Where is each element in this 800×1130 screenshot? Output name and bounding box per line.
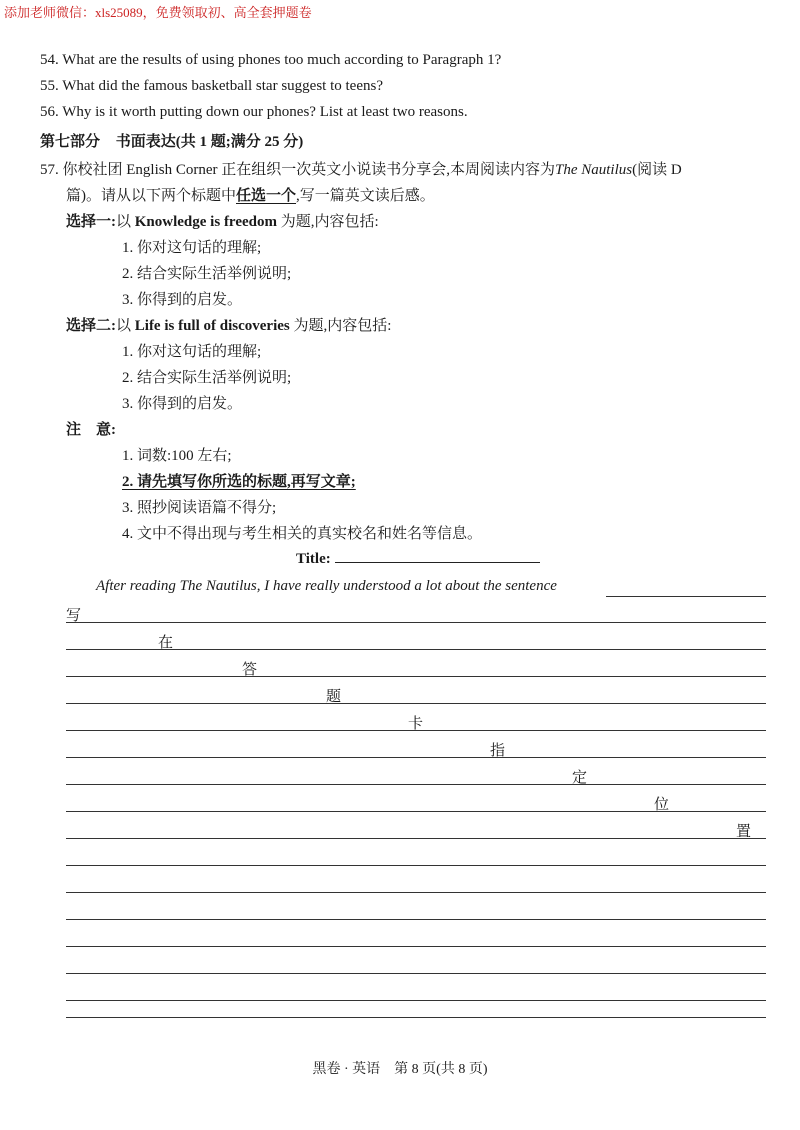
page-footer: 黑卷 · 英语 第 8 页(共 8 页) xyxy=(312,1062,488,1077)
section-label: 第七部分 xyxy=(40,134,101,150)
task-intro: 你校社团 English Corner 正在组织一次英文小说读书分享会,本周阅读内容为 xyxy=(62,162,555,178)
question-number: 56. xyxy=(40,104,59,120)
writing-line xyxy=(66,838,766,839)
question-number: 54. xyxy=(40,52,59,68)
book-title: The Nautilus xyxy=(555,162,633,178)
answer-sheet-mark: 题 xyxy=(326,689,342,705)
question-text: What did the famous basketball star suggest to teens? xyxy=(62,78,383,94)
writing-line xyxy=(66,676,766,677)
option-1-heading xyxy=(66,210,379,231)
writing-line xyxy=(66,1000,766,1001)
option-1-item: 3. 你得到的启发。 xyxy=(122,292,243,308)
option-2-heading xyxy=(66,314,391,335)
option-title: Life is full of discoveries xyxy=(134,318,290,334)
answer-sheet-mark: 指 xyxy=(490,743,506,759)
note-item: 1. 词数:100 左右; xyxy=(122,448,232,464)
option-post: 为题,内容包括: xyxy=(293,318,392,334)
writing-line xyxy=(66,1017,766,1018)
answer-sheet-mark: 位 xyxy=(654,797,670,813)
starter-blank-line xyxy=(606,596,766,597)
title-blank-line xyxy=(335,550,540,563)
option-1-item: 1. 你对这句话的理解; xyxy=(122,240,262,256)
task-intro-tail: (阅读 D xyxy=(632,162,682,178)
question-text: Why is it worth putting down our phones? List at least two reasons. xyxy=(62,104,468,120)
task-line-2 xyxy=(66,184,435,205)
section-title: 书面表达(共 1 题;满分 25 分) xyxy=(115,134,304,150)
writing-line xyxy=(66,892,766,893)
option-pre: 以 xyxy=(116,214,132,230)
option-label: 选择二: xyxy=(66,318,116,334)
question-56 xyxy=(40,104,468,121)
answer-sheet-mark: 定 xyxy=(572,770,588,786)
option-1-item: 2. 结合实际生活举例说明; xyxy=(122,266,292,282)
answer-sheet-mark: 置 xyxy=(736,824,752,840)
option-pre: 以 xyxy=(116,318,132,334)
answer-sheet-mark: 答 xyxy=(242,662,258,678)
writing-line xyxy=(66,622,766,623)
section-heading xyxy=(40,130,303,151)
choose-one-emphasis: 任选一个 xyxy=(236,188,297,204)
title-field xyxy=(296,550,540,568)
watermark-text: 添加老师微信：xls25089，免费领取初、高全套押题卷 xyxy=(4,5,312,20)
writing-line xyxy=(66,946,766,947)
writing-line xyxy=(66,784,766,785)
question-text: What are the results of using phones too much according to Paragraph 1? xyxy=(62,52,502,68)
option-title: Knowledge is freedom xyxy=(134,214,277,230)
question-55 xyxy=(40,78,383,95)
task-line-1 xyxy=(40,158,682,179)
title-label: Title: xyxy=(296,551,331,567)
writing-line xyxy=(66,703,766,704)
option-2-item: 3. 你得到的启发。 xyxy=(122,396,243,412)
task-text-tail: ,写一篇英文读后感。 xyxy=(296,188,435,204)
option-label: 选择一: xyxy=(66,214,116,230)
notes-label: 注 意: xyxy=(66,422,116,438)
question-54 xyxy=(40,52,501,69)
writing-line xyxy=(66,919,766,920)
task-text: 篇)。请从以下两个标题中 xyxy=(66,188,236,204)
note-item: 4. 文中不得出现与考生相关的真实校名和姓名等信息。 xyxy=(122,526,483,542)
option-post: 为题,内容包括: xyxy=(280,214,379,230)
answer-sheet-mark: 在 xyxy=(158,635,174,651)
note-item: 3. 照抄阅读语篇不得分; xyxy=(122,500,277,516)
writing-line xyxy=(66,865,766,866)
answer-sheet-mark: 卡 xyxy=(408,716,424,732)
starter-sentence: After reading The Nautilus, I have really understood a lot about the sentence xyxy=(96,578,557,594)
question-number: 55. xyxy=(40,78,59,94)
option-2-item: 1. 你对这句话的理解; xyxy=(122,344,262,360)
writing-line xyxy=(66,757,766,758)
task-number: 57. xyxy=(40,162,59,178)
option-2-item: 2. 结合实际生活举例说明; xyxy=(122,370,292,386)
note-item: 2. 请先填写你所选的标题,再写文章; xyxy=(122,474,356,490)
writing-line xyxy=(66,973,766,974)
answer-sheet-mark: 写 xyxy=(66,608,82,624)
